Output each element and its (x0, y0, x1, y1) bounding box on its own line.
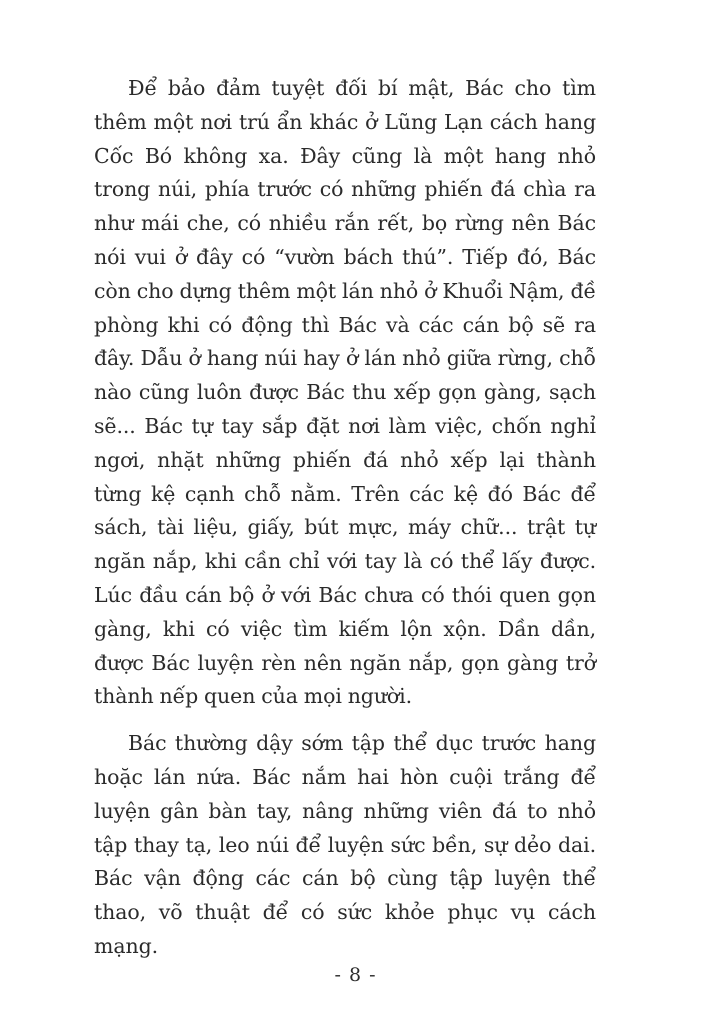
paragraph-2: Bác thường dậy sớm tập thể dục trước hang hoặc lán nứa. Bác nắm hai hòn cuội trắng để luyện gân bàn tay, nâng những viên đá to nhỏ tập thay tạ, leo núi để luyện sức bền, sự dẻo dai. Bác vận động các cán bộ cùng tập luyện thể thao, võ thuật để có sức khỏe phục vụ cách mạng. (94, 731, 596, 958)
body-text (94, 72, 596, 964)
paragraph-1: Để bảo đảm tuyệt đối bí mật, Bác cho tìm thêm một nơi trú ẩn khác ở Lũng Lạn cách hang Cốc Bó không xa. Đây cũng là một hang nhỏ trong núi, phía trước có những phiến đá chìa ra như mái che, có nhiều rắn rết, bọ rừng nên Bác nói vui ở đây có “vườn bách thú”. Tiếp đó, Bác còn cho dựng thêm một lán nhỏ ở Khuổi Nậm, đề phòng khi có động thì Bác và các cán bộ sẽ ra đây. Dẫu ở hang núi hay ở lán nhỏ giữa rừng, chỗ nào cũng luôn được Bác thu xếp gọn gàng, sạch sẽ... Bác tự tay sắp đặt nơi làm việc, chốn nghỉ ngơi, nhặt những phiến đá nhỏ xếp lại thành từng kệ cạnh chỗ nằm. Trên các kệ đó Bác để sách, tài liệu, giấy, bút mực, máy chữ... trật tự ngăn nắp, khi cần chỉ với tay là có thể lấy được. Lúc đầu cán bộ ở với Bác chưa có thói quen gọn gàng, khi có việc tìm kiếm lộn xộn. Dần dần, được Bác luyện rèn nên ngăn nắp, gọn gàng trở thành nếp quen của mọi người. (94, 76, 596, 709)
page-number: - 8 - (334, 964, 377, 986)
